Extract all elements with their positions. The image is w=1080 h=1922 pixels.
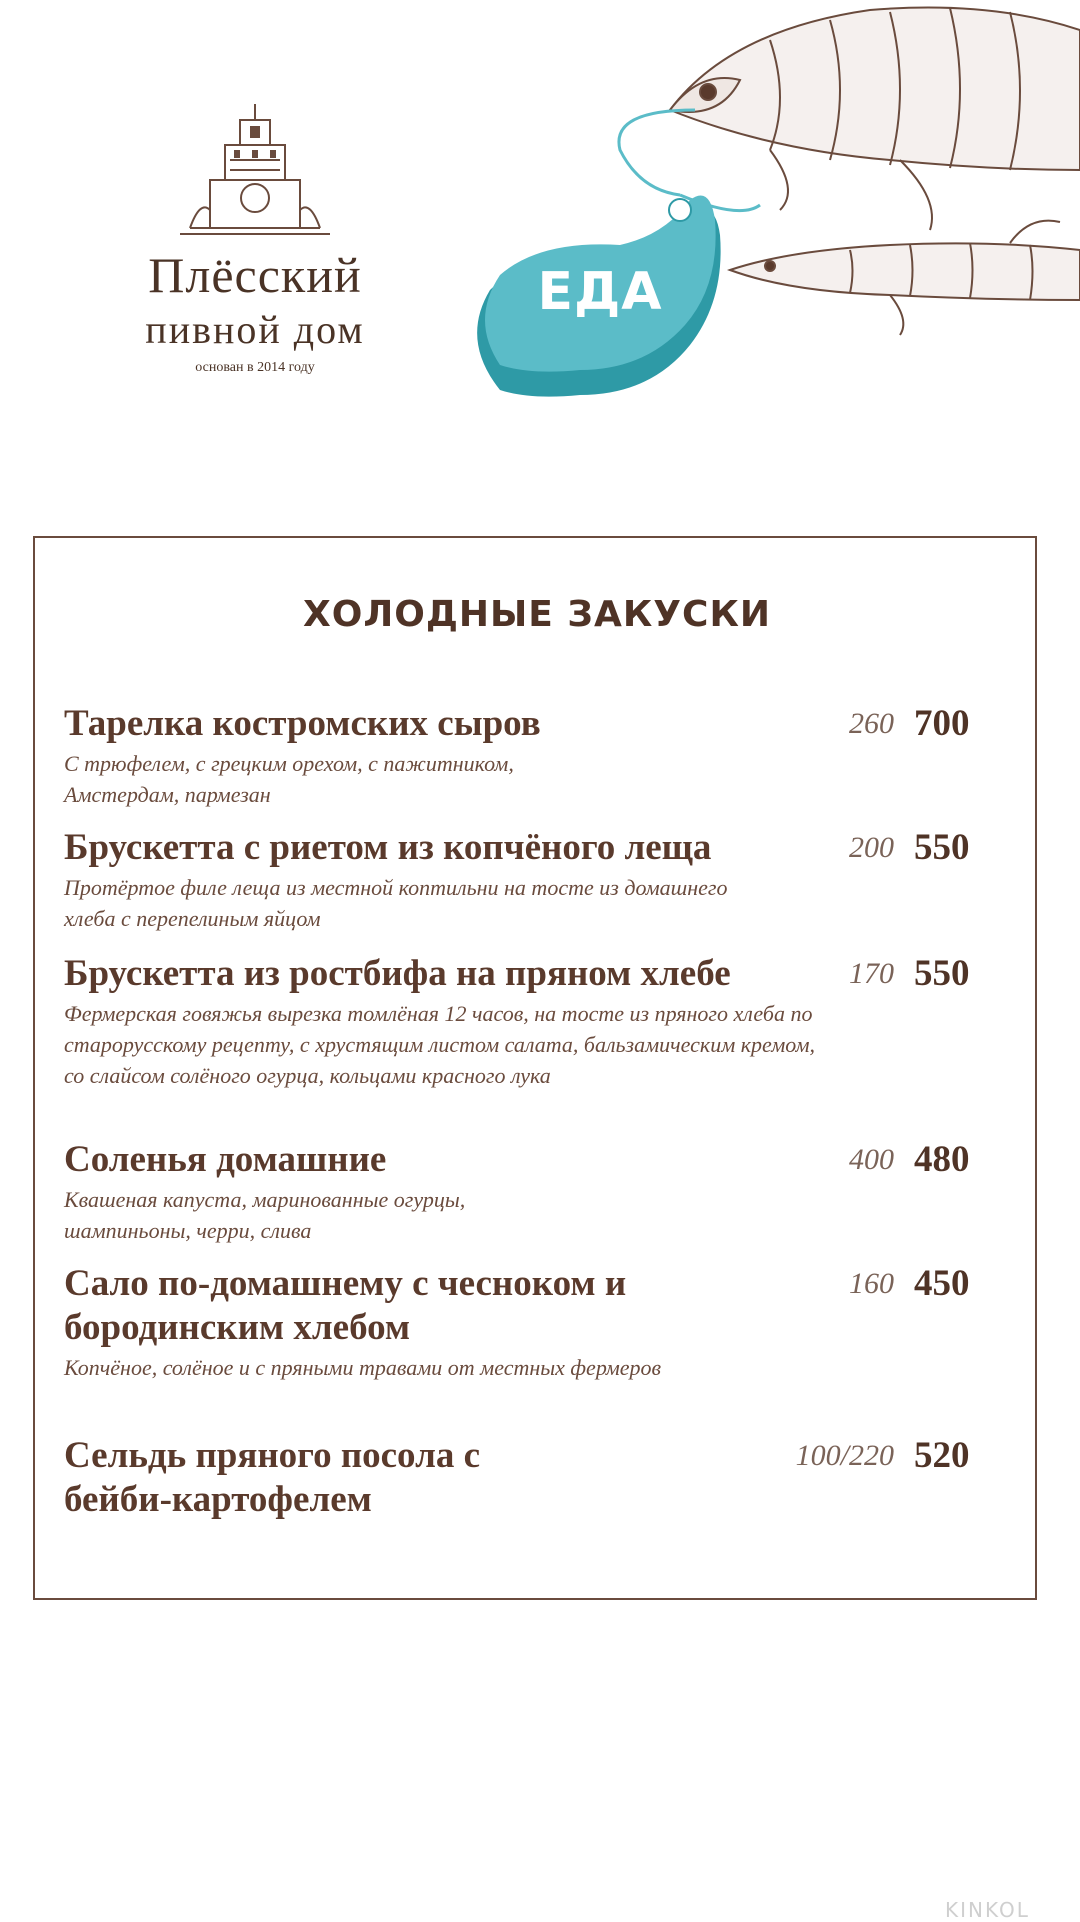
menu-card [33, 536, 1037, 1600]
menu-item [64, 1262, 1014, 1383]
item-name: Тарелка костромских сыров [64, 703, 541, 744]
item-name: Брускетта из ростбифа на пряном хлебе [64, 953, 731, 994]
item-description: С трюфелем, с грецким орехом, с пажитником, Амстердам, пармезан [64, 751, 514, 807]
food-tag-label: ЕДА [537, 262, 663, 322]
item-description: Фермерская говяжья вырезка томлёная 12 часов, на тосте из пряного хлеба по старорусскому рецепту, с хрустящим листом салата, бальзамическим кремом, со слайсом солёного огурца, кольцами красного лука [64, 1001, 815, 1088]
brand-title: Плёсский [148, 247, 362, 303]
item-description: Протёртое филе леща из местной коптильни на тосте из домашнего хлеба с перепелиным яйцом [64, 875, 728, 931]
item-price: 450 [914, 1263, 970, 1304]
item-price: 550 [914, 827, 970, 868]
menu-item [64, 1434, 1014, 1522]
item-price: 700 [914, 703, 970, 744]
brand-founded: основан в 2014 году [195, 360, 315, 375]
item-price: 550 [914, 953, 970, 994]
item-name: Сельдь пряного посола с бейби-картофелем [64, 1435, 480, 1520]
fish-illustration [470, 0, 1080, 400]
item-price: 520 [914, 1435, 970, 1476]
menu-item [64, 702, 1014, 810]
item-description: Квашеная капуста, маринованные огурцы, шампиньоны, черри, слива [64, 1187, 466, 1243]
item-name: Брускетта с риетом из копчёного леща [64, 827, 712, 868]
item-weight: 200 [849, 831, 894, 864]
brand-subtitle: пивной дом [145, 307, 365, 352]
watermark: KINKOL [945, 1898, 1030, 1922]
item-weight: 260 [849, 707, 894, 740]
item-weight: 170 [849, 957, 894, 990]
pike-icon [730, 221, 1080, 335]
item-name: Сало по-домашнему с чесноком и бородинским хлебом [64, 1263, 627, 1348]
item-weight: 160 [849, 1267, 894, 1300]
item-description: Копчёное, солёное и с пряными травами от местных фермеров [64, 1355, 662, 1380]
menu-item [64, 826, 1014, 934]
menu-item [64, 1138, 1014, 1246]
carp-icon [670, 8, 1080, 231]
section-title: ХОЛОДНЫЕ ЗАКУСКИ [302, 594, 772, 635]
logo-emblem-icon [170, 100, 340, 240]
menu-item [64, 952, 1014, 1091]
item-name: Соленья домашние [64, 1139, 387, 1180]
item-weight: 100/220 [795, 1439, 894, 1472]
item-weight: 400 [849, 1143, 894, 1176]
item-price: 480 [914, 1139, 970, 1180]
